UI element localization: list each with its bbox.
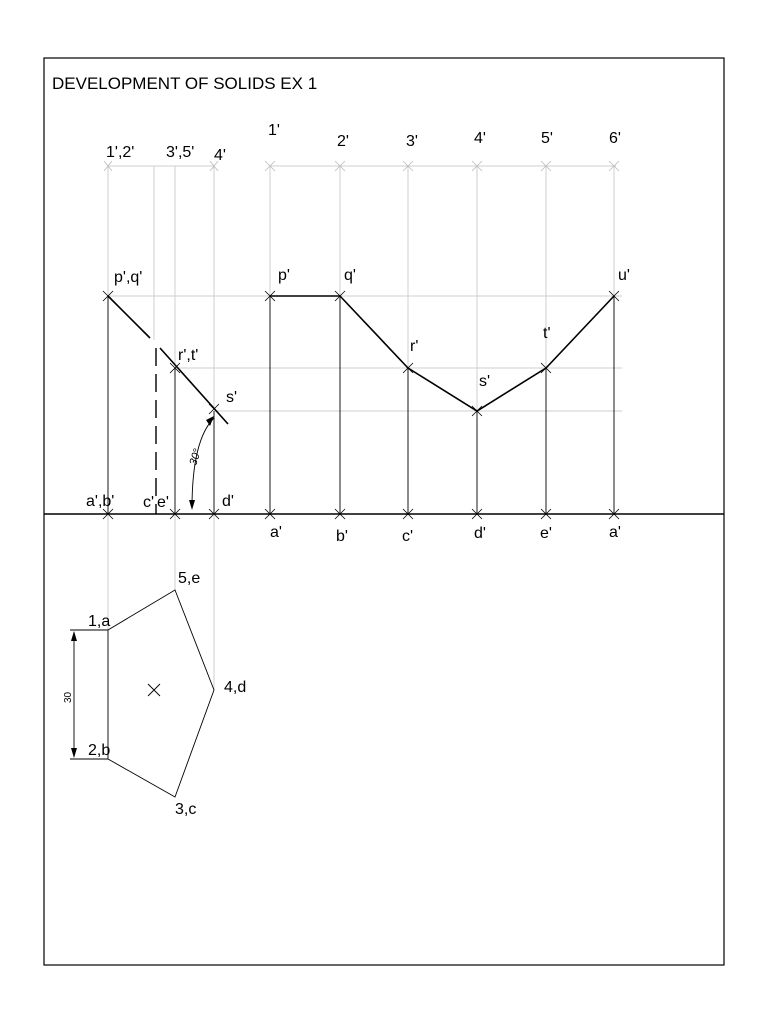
development-section-curve	[270, 296, 614, 411]
dev-label-q: q'	[344, 267, 356, 284]
dev-label-3: 3'	[406, 133, 418, 150]
dev-label-u: u'	[618, 267, 630, 284]
label-e: e'	[157, 494, 169, 511]
label-1a: 1,a	[88, 613, 111, 630]
dev-label-b: b'	[336, 528, 348, 545]
dev-label-c: c'	[402, 528, 414, 545]
label-s: s'	[226, 389, 238, 406]
label-1-2: 1',2'	[106, 144, 135, 161]
dev-label-r: r'	[410, 338, 419, 355]
drawing-title: DEVELOPMENT OF SOLIDS EX 1	[52, 74, 318, 93]
label-2b: 2,b	[88, 742, 111, 759]
dev-label-p: p'	[278, 267, 290, 284]
dev-label-2: 2'	[337, 133, 349, 150]
top-view	[63, 570, 246, 818]
dev-label-a-end: a'	[609, 524, 621, 541]
dev-label-6: 6'	[609, 130, 621, 147]
label-d: d'	[222, 493, 234, 510]
dimension-label: 30	[63, 691, 74, 703]
label-3c: 3,c	[175, 801, 197, 818]
center-mark	[148, 684, 160, 696]
dev-label-d: d'	[474, 525, 486, 542]
label-c: c'	[143, 494, 155, 511]
label-pq: p',q'	[114, 269, 143, 286]
dev-label-5: 5'	[541, 130, 553, 147]
pentagon-base	[108, 590, 214, 797]
dev-label-a-start: a'	[270, 524, 282, 541]
dev-label-s: s'	[479, 373, 491, 390]
angle-label: 30°	[187, 447, 204, 467]
dev-label-1: 1'	[268, 122, 280, 139]
dev-label-e: e'	[540, 525, 552, 542]
label-rt: r',t'	[178, 347, 199, 364]
label-5e: 5,e	[178, 570, 201, 587]
development-view	[265, 122, 630, 545]
sheet-border	[44, 58, 724, 965]
dev-label-t: t'	[543, 325, 551, 342]
dev-label-4: 4'	[474, 130, 486, 147]
front-view	[86, 144, 622, 690]
label-4d: 4,d	[224, 679, 247, 696]
label-ab: a',b'	[86, 493, 115, 510]
label-3-5: 3',5'	[166, 144, 195, 161]
label-4: 4'	[214, 147, 226, 164]
